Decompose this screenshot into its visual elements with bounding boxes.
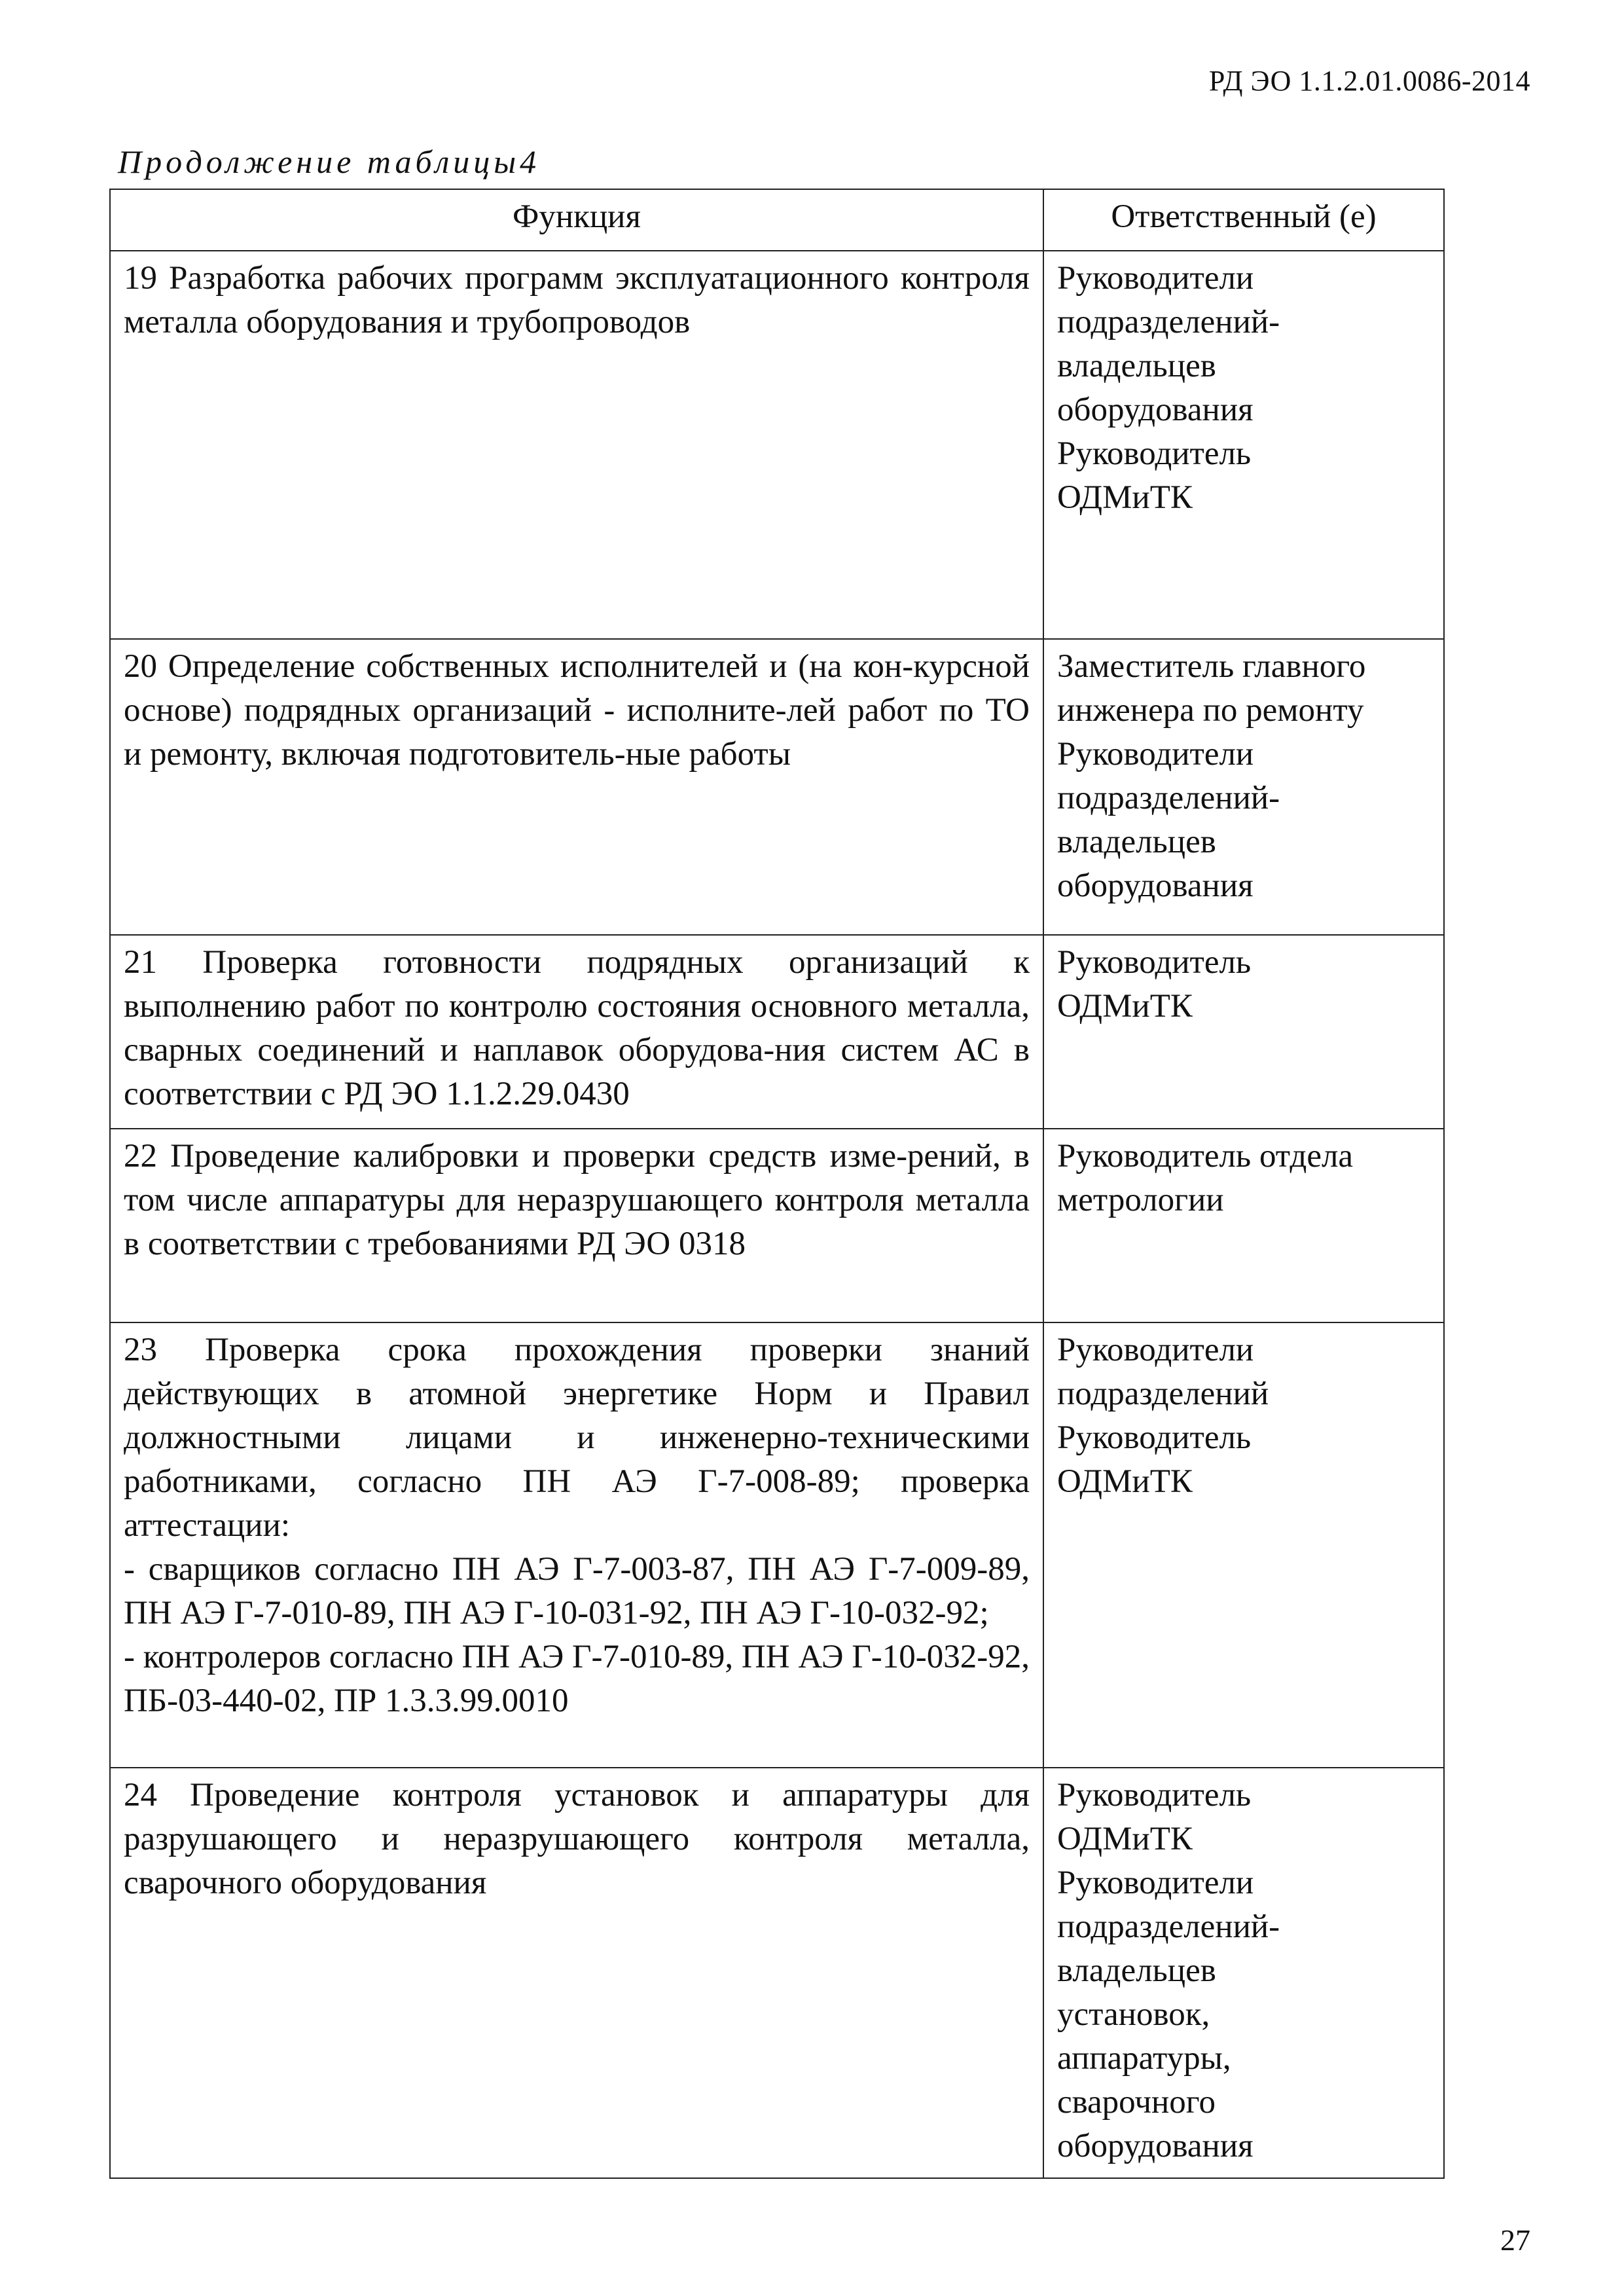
responsible-cell — [1043, 251, 1444, 639]
responsible-line: Руководители — [1057, 736, 1254, 773]
responsible-line: Руководитель отдела — [1057, 1138, 1354, 1175]
responsible-cell — [1043, 935, 1444, 1129]
responsible-cell — [1043, 1129, 1444, 1322]
responsible-line: сварочного — [1057, 2084, 1216, 2121]
responsible-line: ОДМиТК — [1057, 1821, 1193, 1857]
responsible-line: ОДМиТК — [1057, 479, 1193, 516]
function-text: 23 Проверка срока прохождения проверки знаний действующих в атомной энергетике Норм и Правил должностными лицами и инженерно-техническими работниками, согласно ПН АЭ Г-7-008-89; проверка аттестации: — [124, 1332, 1030, 1544]
responsible-line: владельцев — [1057, 348, 1216, 384]
responsible-line: метрологии — [1057, 1182, 1224, 1218]
responsible-cell — [1043, 1322, 1444, 1768]
responsible-line: аппаратуры, — [1057, 2040, 1231, 2077]
responsible-line: подразделений- — [1057, 780, 1280, 816]
responsible-line: установок, — [1057, 1996, 1210, 2033]
function-subitem: - сварщиков согласно ПН АЭ Г-7-003-87, ПН АЭ Г-7-009-89, ПН АЭ Г-7-010-89, ПН АЭ Г-10-031-92, ПН АЭ Г-10-032-92; — [124, 1551, 1030, 1631]
responsible-line: Руководитель — [1057, 944, 1252, 981]
table-row — [110, 1129, 1444, 1322]
responsible-line: подразделений- — [1057, 304, 1280, 340]
responsible-line: Руководитель — [1057, 1777, 1252, 1813]
responsible-line: оборудования — [1057, 2128, 1254, 2164]
table-row — [110, 1768, 1444, 2178]
responsible-line: ОДМиТК — [1057, 988, 1193, 1025]
column-header-function: Функция — [110, 189, 1043, 251]
responsibility-table — [109, 189, 1445, 2179]
responsible-line: ОДМиТК — [1057, 1463, 1193, 1500]
table-row — [110, 639, 1444, 935]
responsible-line: Руководители — [1057, 1332, 1254, 1368]
function-cell: 20 Определение собственных исполнителей и (на кон-курсной основе) подрядных организаций - исполните-лей работ по ТО и ремонту, включая подготовитель-ные работы — [110, 639, 1043, 935]
function-cell — [110, 1322, 1043, 1768]
responsible-line: подразделений — [1057, 1376, 1269, 1412]
responsible-line: инженера по ремонту — [1057, 692, 1364, 729]
function-cell: 24 Проведение контроля установок и аппаратуры для разрушающего и неразрушающего контроля металла, сварочного оборудования — [110, 1768, 1043, 2178]
responsible-cell — [1043, 1768, 1444, 2178]
responsible-line: оборудования — [1057, 392, 1254, 428]
page-number: 27 — [1500, 2223, 1530, 2257]
function-cell: 22 Проведение калибровки и проверки средств изме-рений, в том числе аппаратуры для неразрушающего контроля металла в соответствии с требованиями РД ЭО 0318 — [110, 1129, 1043, 1322]
table-header-row — [110, 189, 1444, 251]
document-code: РД ЭО 1.1.2.01.0086-2014 — [1208, 65, 1530, 97]
responsible-line: владельцев — [1057, 1952, 1216, 1989]
table-row — [110, 935, 1444, 1129]
responsible-line: Руководитель — [1057, 1419, 1252, 1456]
column-header-responsible: Ответственный (е) — [1043, 189, 1444, 251]
responsible-line: подразделений- — [1057, 1908, 1280, 1945]
responsible-line: владельцев — [1057, 824, 1216, 860]
responsible-line: Руководители — [1057, 260, 1254, 297]
function-subitem: - контролеров согласно ПН АЭ Г-7-010-89, ПН АЭ Г-10-032-92, ПБ-03-440-02, ПР 1.3.3.99.0010 — [124, 1639, 1030, 1719]
table-row — [110, 1322, 1444, 1768]
responsible-line: оборудования — [1057, 867, 1254, 904]
responsible-line: Руководители — [1057, 1865, 1254, 1901]
table-caption: Продолжение таблицы4 — [118, 143, 541, 180]
table-row — [110, 251, 1444, 639]
responsible-cell — [1043, 639, 1444, 935]
function-cell: 19 Разработка рабочих программ эксплуатационного контроля металла оборудования и трубопроводов — [110, 251, 1043, 639]
function-cell: 21 Проверка готовности подрядных организаций к выполнению работ по контролю состояния основного металла, сварных соединений и наплавок оборудова-ния систем АС в соответствии с РД ЭО 1.1.2.29.0430 — [110, 935, 1043, 1129]
responsible-line: Заместитель главного — [1057, 648, 1366, 685]
responsible-line: Руководитель — [1057, 435, 1252, 472]
